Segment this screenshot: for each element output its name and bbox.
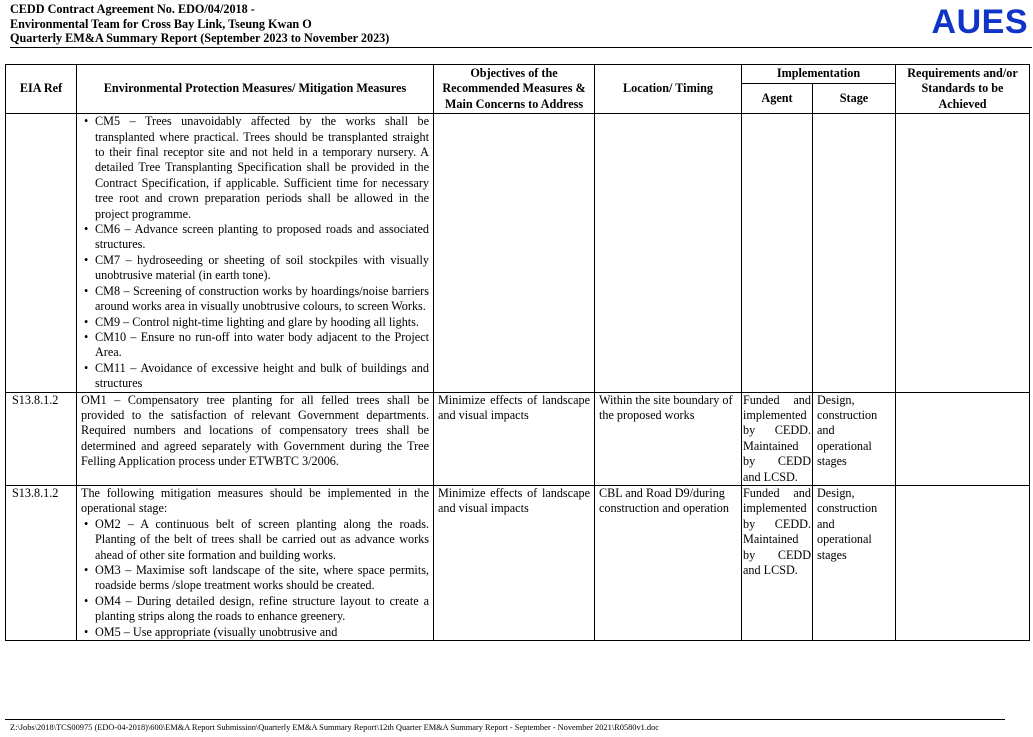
list-item: • CM11 – Avoidance of excessive height and bulk of buildings and structures	[95, 361, 429, 392]
col-stage: Stage	[813, 84, 896, 114]
table-row	[6, 485, 1030, 640]
eia-ref-cell: S13.8.1.2	[6, 485, 77, 640]
measures-cell: OM1 – Compensatory tree planting for all felled trees shall be provided to the satisfaction of relevant Government departments. Required numbers and locations of compensatory trees shall be determined and agreed separately with Government during the Tree Felling Application process under ETWBTC 3/2006.	[77, 392, 434, 485]
col-objectives: Objectives of the Recommended Measures & Main Concerns to Address	[434, 65, 595, 114]
list-item: • OM2 – A continuous belt of screen planting along the roads. Planting of the belt of trees shall be carried out as advance works ahead of other site formation and building works.	[95, 517, 429, 563]
footer-divider	[5, 719, 1005, 720]
measures-list	[81, 517, 429, 640]
contract-title: CEDD Contract Agreement No. EDO/04/2018 -	[10, 2, 255, 16]
requirements-cell	[896, 392, 1030, 485]
col-agent: Agent	[742, 84, 813, 114]
header-divider	[10, 47, 1032, 48]
list-item: • CM5 – Trees unavoidably affected by the works shall be transplanted where practical. Trees should be transplanted straight to their final receptor site and not held in a temporary nursery. A detailed Tree Transplanting Specification shall be provided in the Contract Specification, if applicable. Sufficient time for necessary tree root and crown preparation periods shall be allowed in the project programme.	[95, 114, 429, 222]
objectives-cell: Minimize effects of landscape and visual impacts	[434, 485, 595, 640]
col-implementation: Implementation	[742, 65, 896, 84]
file-path-footer: Z:\Jobs\2018\TCS00975 (EDO-04-2018)\600\EM&A Report Submission\Quarterly EM&A Summary Report\12th Quarter EM&A Summary Report - September - November 2021\R0580v1.doc	[10, 723, 659, 732]
col-measures: Environmental Protection Measures/ Mitigation Measures	[77, 65, 434, 114]
list-item: • CM9 – Control night-time lighting and glare by hooding all lights.	[95, 315, 429, 330]
eia-ref-cell: S13.8.1.2	[6, 392, 77, 485]
table-row	[6, 114, 1030, 392]
col-location: Location/ Timing	[595, 65, 742, 114]
page-header	[10, 2, 1030, 48]
list-item: • CM10 – Ensure no run-off into water body adjacent to the Project Area.	[95, 330, 429, 361]
list-item: • OM4 – During detailed design, refine structure layout to create a planting strips along the roads to enhance greenery.	[95, 594, 429, 625]
report-title: Quarterly EM&A Summary Report (September 2023 to November 2023)	[10, 31, 390, 45]
location-cell	[595, 114, 742, 392]
location-cell: Within the site boundary of the proposed works	[595, 392, 742, 485]
stage-cell: Design, construction and operational stages	[813, 485, 896, 640]
col-eia-ref: EIA Ref	[6, 65, 77, 114]
list-item: • OM3 – Maximise soft landscape of the site, where space permits, roadside berms /slope treatment works should be created.	[95, 563, 429, 594]
stage-cell	[813, 114, 896, 392]
agent-cell: Funded and implemented by CEDD. Maintained by CEDD and LCSD.	[742, 485, 813, 640]
measures-cell	[77, 114, 434, 392]
objectives-cell: Minimize effects of landscape and visual impacts	[434, 392, 595, 485]
mitigation-measures-table	[5, 64, 1030, 641]
requirements-cell	[896, 485, 1030, 640]
measures-cell	[77, 485, 434, 640]
stage-cell: Design, construction and operational stages	[813, 392, 896, 485]
table-row	[6, 392, 1030, 485]
team-title: Environmental Team for Cross Bay Link, Tseung Kwan O	[10, 16, 312, 31]
agent-cell	[742, 114, 813, 392]
header-text	[10, 2, 389, 46]
location-cell: CBL and Road D9/during construction and operation	[595, 485, 742, 640]
agent-cell: Funded and implemented by CEDD. Maintained by CEDD and LCSD.	[743, 392, 811, 484]
list-item: • CM8 – Screening of construction works by hoardings/noise barriers around works area in visually unobtrusive colours, to screen Works.	[95, 284, 429, 315]
eia-ref-cell	[6, 114, 77, 392]
list-item: • OM5 – Use appropriate (visually unobtrusive and	[95, 625, 429, 640]
measures-list	[81, 114, 429, 391]
aues-logo: AUES	[931, 3, 1028, 41]
col-requirements: Requirements and/or Standards to be Achieved	[896, 65, 1030, 114]
list-item: • CM6 – Advance screen planting to proposed roads and associated structures.	[95, 222, 429, 253]
objectives-cell	[434, 114, 595, 392]
measures-intro: The following mitigation measures should be implemented in the operational stage:	[81, 485, 429, 516]
list-item: • CM7 – hydroseeding or sheeting of soil stockpiles with visually unobtrusive material (in earth tone).	[95, 253, 429, 284]
requirements-cell	[896, 114, 1030, 392]
